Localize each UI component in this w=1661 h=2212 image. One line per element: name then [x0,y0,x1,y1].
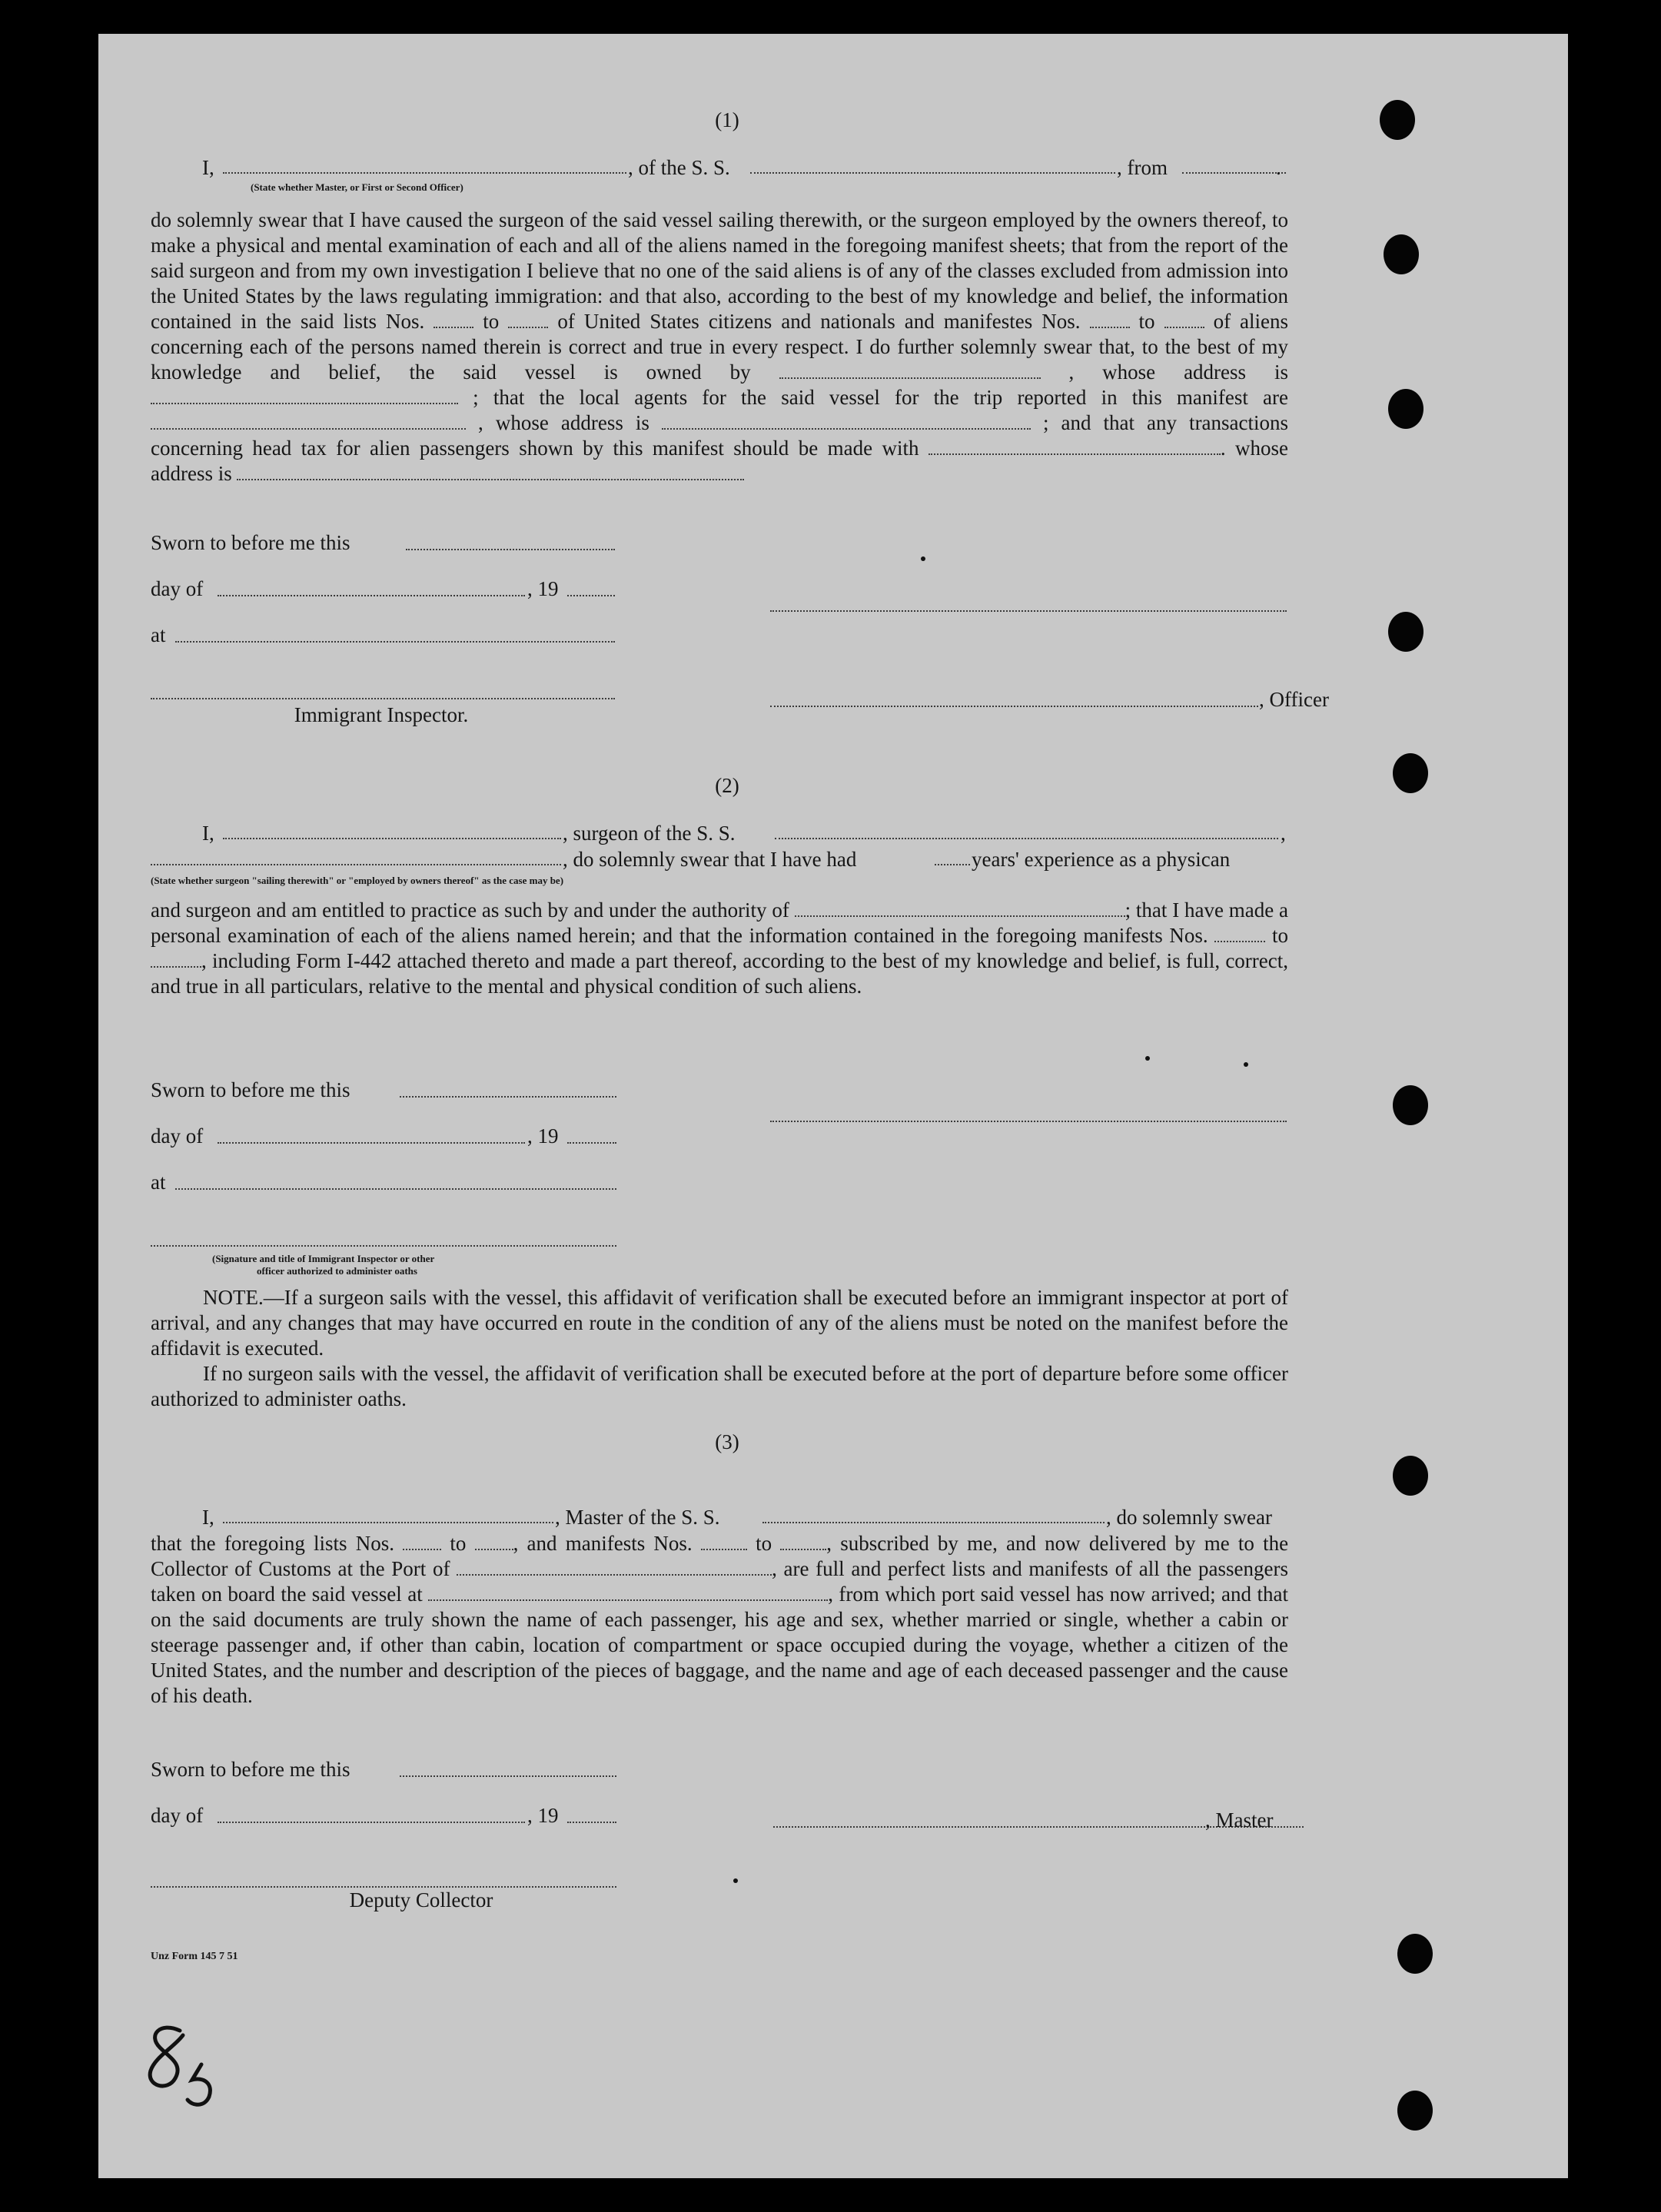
s3-year-label: , 19 [527,1804,559,1827]
speck [1244,1062,1248,1067]
punch-hole [1384,234,1419,274]
s1-at-line[interactable] [175,641,615,643]
s3-sworn-label: Sworn to before me this [151,1758,350,1781]
s1-vessel-name-line[interactable] [750,172,1115,174]
s1-text-j: . [1220,437,1226,460]
s1-lists-from-field[interactable] [434,311,473,328]
s3-day-of-label: day of [151,1804,204,1827]
s2-day-of-label: day of [151,1124,204,1148]
s2-years-line[interactable] [935,864,970,865]
s1-officer-signature-line[interactable] [770,706,1258,707]
s2-at-label: at [151,1171,166,1194]
s3-master-label: , Master of the S. S. [555,1506,720,1529]
s2-note-block [151,1285,1288,1412]
s3-manifests-from-field[interactable] [701,1533,747,1550]
s2-manifests-to-field[interactable] [151,951,201,968]
s3-affidavit-paragraph [151,1531,1288,1709]
s2-i-label: I, [202,822,214,845]
s2-manifests-from-field[interactable] [1214,925,1265,942]
s1-day-of-label: day of [151,577,204,600]
s2-year-line[interactable] [567,1142,616,1144]
s1-head-tax-address-field[interactable] [237,463,744,480]
s1-lists-to-field[interactable] [508,311,548,328]
s2-at-line[interactable] [175,1188,616,1190]
s3-text-g: , from which port said vessel has now arrived; and that on the said documents are truly shown the name of each passenger, his age and sex, whether married or single, whether a cabin or steerage passenger and, if other than cabin, location of compartment or space occupied during the voyage, whether a citizen of the United States, and the number and description of the pieces of baggage, and the name and age of each deceased passenger and the cause of his death. [151,1583,1289,1707]
s2-swear-label: , do solemnly swear that I have had [563,848,857,871]
punch-hole [1393,753,1428,793]
speck [921,556,925,561]
s2-surgeon-note: (State whether surgeon "sailing therewith" or "employed by owners thereof" as the case may be) [151,875,564,886]
s1-affidavit-paragraph [151,208,1288,487]
s3-text-b: to [450,1532,467,1555]
s1-at-label: at [151,623,166,646]
punch-hole [1388,389,1423,429]
section-3-number: (3) [715,1430,739,1453]
s2-officer-signature-line[interactable] [151,1245,616,1247]
s3-swear-label: , do solemnly swear [1106,1506,1272,1529]
s3-vessel-name-line[interactable] [762,1522,1105,1523]
s3-text-c: , and manifests Nos. [513,1532,693,1555]
s1-inspector-label: Immigrant Inspector. [294,703,469,726]
handwritten-number-85 [129,2017,237,2117]
s3-lists-from-field[interactable] [403,1533,441,1550]
s1-agents-field[interactable] [151,413,466,430]
s1-text-f: , whose address is [1068,360,1288,384]
s2-sworn-label: Sworn to before me this [151,1078,350,1101]
s1-head-tax-field[interactable] [928,438,1221,455]
punch-hole [1380,100,1415,140]
s2-signature-note-2: officer authorized to administer oaths [257,1265,417,1277]
s3-month-line[interactable] [218,1822,525,1823]
s3-sworn-day-line[interactable] [400,1775,616,1777]
punch-hole [1397,1934,1433,1974]
s1-from-label: , from [1117,156,1168,179]
s3-text-f: , are full and perfect lists and manifests of all the passengers taken on board the said vessel at [151,1557,1288,1606]
s2-note-paragraph-1: NOTE.—If a surgeon sails with the vessel, this affidavit of verification shall be executed before an immigrant inspector at port of arrival, and any changes that may have occurred en route in the condition of any of the aliens must be noted on the manifest before the affidavit is executed. [151,1286,1288,1360]
speck [1145,1056,1150,1061]
s1-owner-address-field[interactable] [151,387,458,404]
s3-i-label: I, [202,1506,214,1529]
s2-surgeon-name-line[interactable] [223,838,561,839]
s2-month-line[interactable] [218,1142,525,1144]
s2-authority-field[interactable] [795,900,1125,917]
speck [733,1878,738,1883]
s2-signature-note-1: (Signature and title of Immigrant Inspector or other [212,1253,435,1264]
s1-owner-field[interactable] [779,362,1041,379]
s2-text-d: , including Form I-442 attached thereto and made a part thereof, according to the best of my knowledge and belief, is full, correct, and true in all particulars, relative to the mental and physical condition of such aliens. [151,949,1288,998]
s1-text-i: ; and that any transactions concerning head tax for alien passengers shown by this manifest should be made with [151,411,1289,460]
s1-officer-name-line[interactable] [223,172,626,174]
s1-text-d: to [1138,310,1155,333]
s3-deputy-label: Deputy Collector [349,1888,493,1911]
s1-manifests-to-field[interactable] [1164,311,1204,328]
s1-text-a: do solemnly swear that I have caused the surgeon of the said vessel sailing therewith, or the surgeon employed by the owners thereof, to make a physical and mental examination of each and all of the aliens named in the foregoing manifest sheets; that from the report of the said surgeon and from my own investigation I believe that no one of the said aliens is of any of the classes excluded from admission into the United States by the laws regulating immigration: and that also, according to the best of my knowledge and belief, the information contained in the said lists Nos. [151,208,1288,333]
s2-text-c: to [1272,924,1289,947]
s1-inspector-signature-line[interactable] [151,698,615,699]
s1-text-c: of United States citizens and nationals and manifestes Nos. [557,310,1081,333]
s1-signature-line[interactable] [770,610,1287,612]
s1-text-b: to [483,310,500,333]
s2-text-a: and surgeon and am entitled to practice as such by and under the authority of [151,898,789,922]
s1-officer-label: , Officer [1259,688,1329,711]
s3-manifests-to-field[interactable] [780,1533,826,1550]
s1-sworn-label: Sworn to before me this [151,531,350,554]
section-1-number: (1) [715,108,739,131]
s1-line1-end: . [1276,156,1281,179]
s3-master-name-line[interactable] [223,1522,553,1523]
punch-hole [1393,1085,1428,1125]
s2-vessel-name-line[interactable] [775,838,1278,839]
s1-text-k: whose address is [151,437,1289,485]
punch-hole [1393,1456,1428,1496]
s1-text-h: , whose address is [478,411,649,434]
s1-text-e: of aliens concerning each of the persons named therein is correct and true in every respect. I do further solemnly swear that, to the best of my knowledge and belief, the said vessel is owned by [151,310,1289,384]
s3-text-d: to [756,1532,772,1555]
s1-year-line[interactable] [567,595,615,596]
s2-year-label: , 19 [527,1124,559,1148]
s1-of-ss-label: , of the S. S. [628,156,730,179]
s3-text-a: that the foregoing lists Nos. [151,1532,394,1555]
punch-hole [1397,2091,1433,2131]
s3-master-sign-label: , Master [1205,1808,1274,1832]
s3-port-field[interactable] [457,1559,772,1576]
s1-manifests-from-field[interactable] [1090,311,1130,328]
manifest-affidavit-page [98,34,1568,2178]
s1-text-g: ; that the local agents for the said vessel for the trip reported in this manifest are [473,386,1288,409]
s1-i-label: I, [202,156,214,179]
s3-embark-port-field[interactable] [428,1584,828,1601]
s2-line1-end: , [1281,822,1286,845]
s2-signature-line[interactable] [770,1121,1287,1122]
section-2-number: (2) [715,774,739,797]
form-id: Unz Form 145 7 51 [151,1951,238,1962]
s3-lists-to-field[interactable] [475,1533,513,1550]
s1-officer-note: (State whether Master, or First or Second Officer) [251,181,463,193]
s2-experience-label: years' experience as a physican [972,848,1231,871]
punch-hole [1388,612,1423,652]
s2-sworn-day-line[interactable] [400,1096,616,1098]
s2-affidavit-paragraph [151,898,1288,999]
s1-sworn-day-line[interactable] [406,549,615,550]
s3-year-line[interactable] [567,1822,616,1823]
s2-text-b: ; that I have made a personal examination of each of the aliens named herein; and that the information contained in the foregoing manifests Nos. [151,898,1289,947]
s1-from-port-line[interactable] [1182,172,1286,174]
s1-year-label: , 19 [527,577,559,600]
s2-surgeon-status-line[interactable] [151,864,561,865]
s2-surgeon-label: , surgeon of the S. S. [563,822,736,845]
s1-agents-address-field[interactable] [662,413,1031,430]
s2-note-paragraph-2: If no surgeon sails with the vessel, the affidavit of verification shall be executed before at the port of departure before some officer authorized to administer oaths. [151,1362,1288,1410]
s1-month-line[interactable] [218,595,525,596]
s3-text-e: , subscribed by me, and now delivered by me to the Collector of Customs at the Port of [151,1532,1289,1580]
